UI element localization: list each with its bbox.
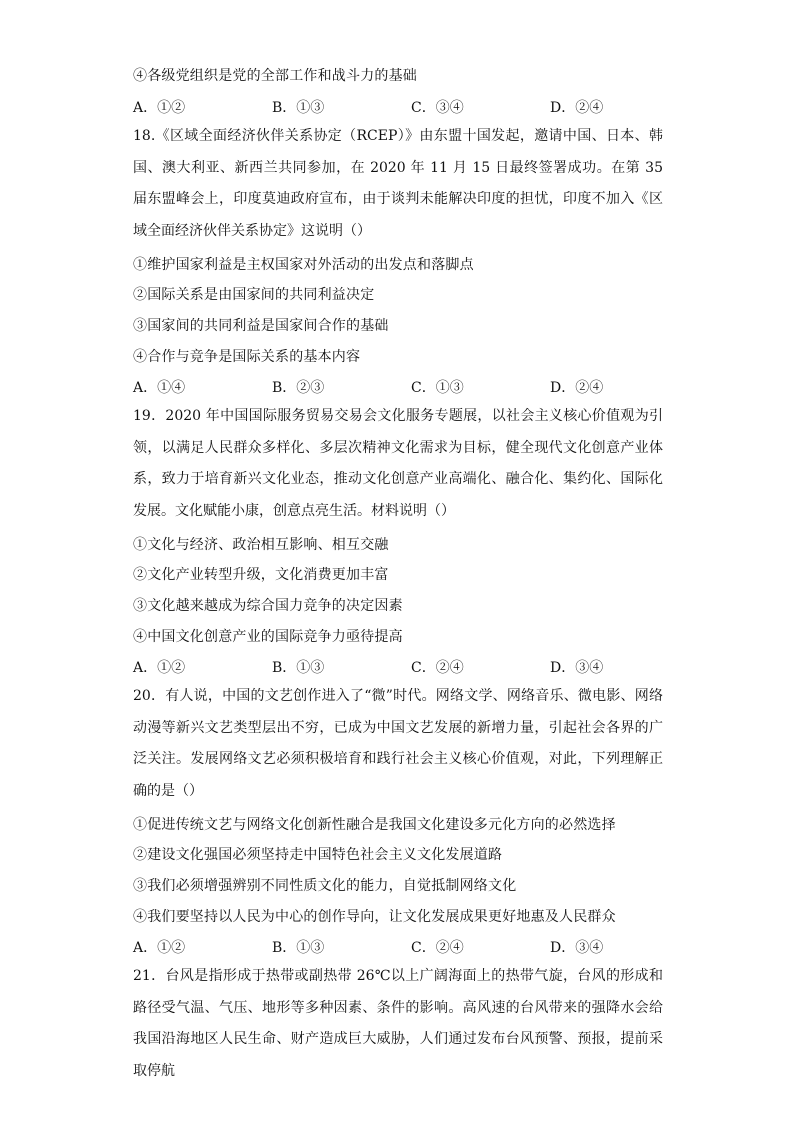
q17-option-b: B．①③	[272, 100, 325, 116]
q20-item-4: ④我们要坚持以人民为中心的创作导向，让文化发展成果更好地惠及人民群众	[133, 909, 616, 925]
q20-stem: 20．有人说，中国的文艺创作进入了“微”时代。网络文学、网络音乐、微电影、网络动漫等新兴文艺类型层出不穷，已成为中国文艺发展的新增力量，引起社会各界的广泛关注。发展网络文艺必须积极培育和践行社会主义核心价值观，对此，下列理解正确的是（）	[133, 688, 663, 799]
q20-option-b: B．①③	[272, 940, 325, 956]
q19-item-1: ①文化与经济、政治相互影响、相互交融	[133, 537, 389, 553]
q20-item-3: ③我们必须增强辨别不同性质文化的能力，自觉抵制网络文化	[133, 878, 517, 894]
q18-option-a: A．①④	[133, 380, 186, 396]
q19-item-3: ③文化越来越成为综合国力竞争的决定因素	[133, 598, 403, 614]
q19-stem: 19．2020 年中国国际服务贸易交易会文化服务专题展，以社会主义核心价值观为引领，以满足人民群众多样化、多层次精神文化需求为目标，健全现代文化创意产业体系，致力于培育新兴文化业态，推动文化创意产业高端化、融合化、集约化、国际化发展。文化赋能小康，创意点亮生活。材料说明（）	[133, 408, 663, 519]
q18-option-b: B．②③	[272, 380, 325, 396]
q18-option-d: D．②④	[550, 380, 604, 396]
q19-item-2: ②文化产业转型升级，文化消费更加丰富	[133, 567, 389, 583]
q18-item-2: ②国际关系是由国家间的共同利益决定	[133, 287, 375, 303]
q20-option-a: A．①②	[133, 940, 186, 956]
q18-option-c: C．①③	[411, 380, 464, 396]
q19-options	[133, 659, 673, 677]
q18-item-1: ①维护国家利益是主权国家对外活动的出发点和落脚点	[133, 257, 474, 273]
q18-item-4: ④合作与竞争是国际关系的基本内容	[133, 349, 361, 365]
q20-item-1: ①促进传统文艺与网络文化创新性融合是我国文化建设多元化方向的必然选择	[133, 817, 616, 833]
q21-stem: 21．台风是指形成于热带或副热带 26℃以上广阔海面上的热带气旋，台风的形成和路径受气温、气压、地形等多种因素、条件的影响。高风速的台风带来的强降水会给我国沿海地区人民生命、财产造成巨大威胁，人们通过发布台风预警、预报，提前采取停航	[133, 968, 663, 1079]
q20-item-2: ②建设文化强国必须坚持走中国特色社会主义文化发展道路	[133, 847, 503, 863]
q17-option-a: A．①②	[133, 100, 186, 116]
q17-item-4: ④各级党组织是党的全部工作和战斗力的基础	[133, 68, 417, 84]
q18-stem: 18.《区域全面经济伙伴关系协定（RCEP）》由东盟十国发起，邀请中国、日本、韩国、澳大利亚、新西兰共同参加，在 2020 年 11 月 15 日最终签署成功。在第 35 届东盟峰会上，印度莫迪政府宣布，由于谈判未能解决印度的担忧，印度不加入《区域全面经济伙伴关系协定》这说明（）	[133, 128, 663, 239]
q18-item-3: ③国家间的共同利益是国家间合作的基础	[133, 318, 389, 334]
q17-option-c: C．③④	[411, 100, 464, 116]
q19-option-a: A．①②	[133, 660, 186, 676]
q20-option-c: C．②④	[411, 940, 464, 956]
q18-options	[133, 379, 673, 397]
q19-option-b: B．①③	[272, 660, 325, 676]
q19-option-c: C．②④	[411, 660, 464, 676]
q20-options	[133, 939, 673, 957]
q17-options	[133, 99, 673, 117]
q19-option-d: D．③④	[550, 660, 604, 676]
q19-item-4: ④中国文化创意产业的国际竞争力亟待提高	[133, 629, 403, 645]
q17-option-d: D．②④	[550, 100, 604, 116]
q20-option-d: D．③④	[550, 940, 604, 956]
